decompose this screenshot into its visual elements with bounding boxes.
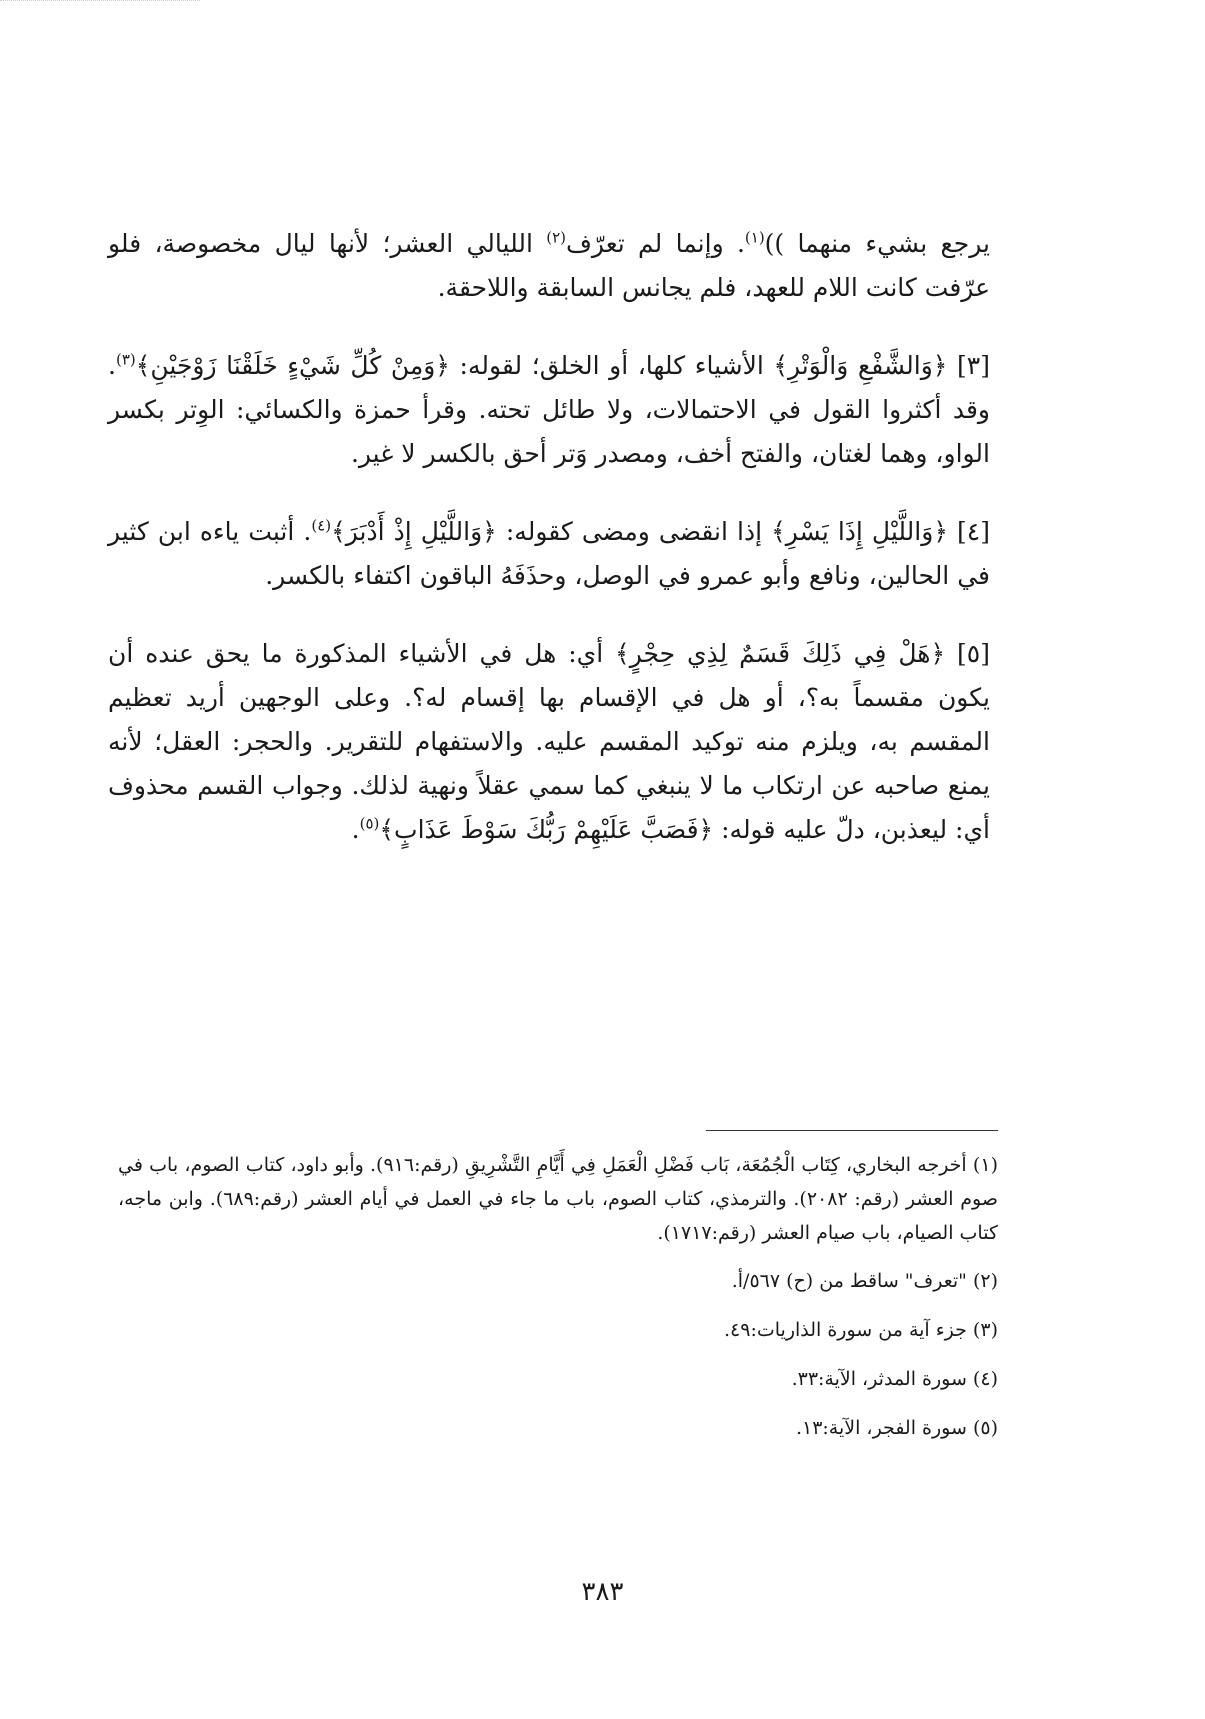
p2-text-2: . وقد أكثروا القول في الاحتمالات، ولا طائل تحته. وقرأ حمزة والكسائي: الوِتر بكسر الواو، وهما لغتان، والفتح أخف، ومصدر وَتر أحق بالكسر لا غير. <box>108 351 990 468</box>
p2-number: [٣] <box>957 351 990 380</box>
footnote-2: (٢) "تعرف" ساقط من (ح) ٥٦٧/أ. <box>731 1270 998 1292</box>
p2-quran-2: ﴿وَمِنْ كُلِّ شَيْءٍ خَلَقْنَا زَوْجَيْنِ﴾ <box>135 351 450 380</box>
p4-text-1: أي: هل في الأشياء المذكورة ما يحق عنده أن يكون مقسماً به؟، أو هل في الإقسام بها إقسام له؟. وعلى الوجهين أريد تعظيم المقسم به، ويلزم منه توكيد المقسم عليه. والاستفهام للتقرير. والحجر: العقل؛ لأنه يمنع صاحبه عن ارتكاب ما لا ينبغي كما سمي عقلاً ونهية لذلك. وجواب القسم محذوف أي: ليعذبن، دلّ عليه قوله: <box>108 639 990 844</box>
footnote-ref-1: (١) <box>744 228 765 247</box>
footnote-ref-4: (٤) <box>311 516 332 535</box>
p3-quran-1: ﴿وَاللَّيْلِ إِذَا يَسْرِ﴾ <box>771 517 958 546</box>
p1-text-b: . وإنما لم تعرّف <box>566 229 745 258</box>
footnotes <box>118 1148 998 1460</box>
footnote-4: (٤) سورة المدثر، الآية:٣٣. <box>791 1368 998 1390</box>
main-text <box>108 222 990 886</box>
p2-text-1: الأشياء كلها، أو الخلق؛ لقوله: <box>449 351 774 380</box>
footnote-5: (٥) سورة الفجر، الآية:١٣. <box>795 1417 998 1439</box>
page-number: ٣٨٣ <box>581 1577 624 1607</box>
p4-quran-2: ﴿فَصَبَّ عَلَيْهِمْ رَبُّكَ سَوْطَ عَذَابٍ﴾ <box>379 815 714 844</box>
footnote-ref-3: (٣) <box>115 350 136 369</box>
paragraph-3 <box>108 510 990 598</box>
p4-quran-1: ﴿هَلْ فِي ذَلِكَ قَسَمٌ لِذِي حِجْرٍ﴾ <box>615 639 958 668</box>
footnote-3: (٣) جزء آية من سورة الذاريات:٤٩. <box>723 1319 998 1341</box>
footnote-ref-2: (٢) <box>546 228 566 247</box>
p3-quran-2: ﴿وَاللَّيْلِ إِذْ أَدْبَرَ﴾ <box>331 517 497 546</box>
p3-number: [٤] <box>957 517 990 546</box>
p2-quran-1: ﴿وَالشَّفْعِ وَالْوَتْرِ﴾ <box>773 351 958 380</box>
footnote-1: (١) أخرجه البخاري، كِتَاب الْجُمُعَة، بَاب فَضْلِ الْعَمَلِ فِي أَيَّامِ التَّشْرِيقِ (رقم:٩١٦). وأبو داود، كتاب الصوم، باب في صوم العشر (رقم: ٢٠٨٢). والترمذي، كتاب الصوم، باب ما جاء في العمل في أيام العشر (رقم:٦٨٩). وابن ماجه، كتاب الصيام، باب صيام العشر (رقم:١٧١٧). <box>118 1154 998 1244</box>
footnote-separator <box>706 1130 998 1131</box>
paragraph-2 <box>108 344 990 476</box>
footnote-ref-5: (٥) <box>359 814 380 833</box>
p1-text-a: يرجع بشيء منهما )) <box>764 229 990 258</box>
scan-edge-line <box>0 0 200 1</box>
p4-text-2: . <box>351 815 360 844</box>
p4-number: [٥] <box>957 639 990 668</box>
p3-text-2: . أثبت ياءه ابن كثير في الحالين، ونافع وأبو عمرو في الوصل، وحذَفَهُ الباقون اكتفاء بالكسر. <box>108 517 990 590</box>
p1-text-c: الليالي العشر؛ لأنها ليال مخصوصة، فلو عرّفت كانت اللام للعهد، فلم يجانس السابقة واللاحقة. <box>108 229 990 302</box>
p3-text-1: إذا انقضى ومضى كقوله: <box>496 517 772 546</box>
paragraph-1 <box>108 222 990 310</box>
paragraph-4 <box>108 632 990 852</box>
